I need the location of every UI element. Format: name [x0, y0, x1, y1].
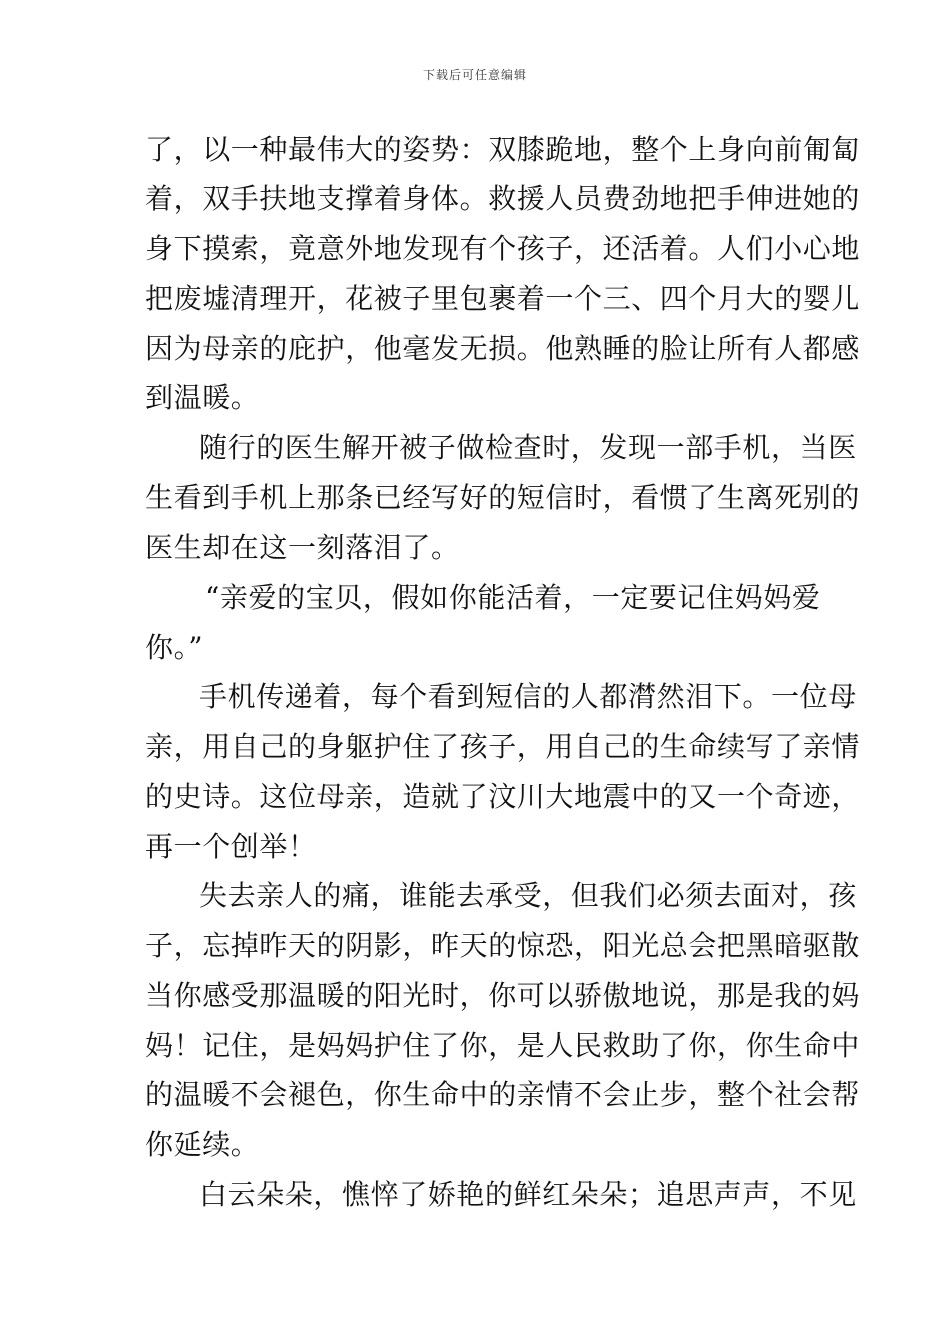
text-line: 你。”: [145, 631, 204, 664]
text-line: 失去亲人的痛，谁能去承受，但我们必须去面对，孩: [199, 879, 857, 912]
text-line: 再一个创举！: [145, 830, 317, 863]
text-line: 随行的医生解开被子做检查时，发现一部手机，当医: [199, 431, 857, 464]
text-line: 生看到手机上那条已经写好的短信时，看惯了生离死别的: [145, 481, 861, 514]
text-line: 因为母亲的庇护，他毫发无损。他熟睡的脸让所有人都感: [145, 332, 861, 365]
text-line: 白云朵朵，憔悴了娇艳的鲜红朵朵；追思声声，不见: [199, 1178, 857, 1211]
text-line: 身下摸索，竟意外地发现有个孩子，还活着。人们小心地: [145, 232, 861, 265]
text-line: 你延续。: [145, 1128, 260, 1161]
text-line: 子，忘掉昨天的阴影，昨天的惊恐，阳光总会把黑暗驱散: [145, 929, 861, 962]
text-line: 医生却在这一刻落泪了。: [145, 531, 460, 564]
text-line: 手机传递着，每个看到短信的人都潸然泪下。一位母: [199, 680, 857, 713]
text-line: 妈！记住，是妈妈护住了你，是人民救助了你，你生命中: [145, 1029, 861, 1062]
text-line: 着，双手扶地支撑着身体。救援人员费劲地把手伸进她的: [145, 182, 861, 215]
text-line: 的温暖不会褪色，你生命中的亲情不会止步，整个社会帮: [145, 1078, 861, 1111]
text-line: 把废墟清理开，花被子里包裹着一个三、四个月大的婴儿: [145, 282, 861, 315]
text-line: 到温暖。: [145, 381, 260, 414]
text-line: “亲爱的宝贝，假如你能活着，一定要记住妈妈爱: [205, 581, 821, 614]
text-line: 了，以一种最伟大的姿势：双膝跪地，整个上身向前匍匐: [145, 133, 861, 166]
text-line: 亲，用自己的身躯护住了孩子，用自己的生命续写了亲情: [145, 730, 861, 763]
page-header: 下载后可任意编辑: [422, 68, 527, 82]
text-line: 的史诗。这位母亲，造就了汶川大地震中的又一个奇迹，: [145, 780, 861, 813]
text-line: 当你感受那温暖的阳光时，你可以骄傲地说，那是我的妈: [145, 979, 861, 1012]
